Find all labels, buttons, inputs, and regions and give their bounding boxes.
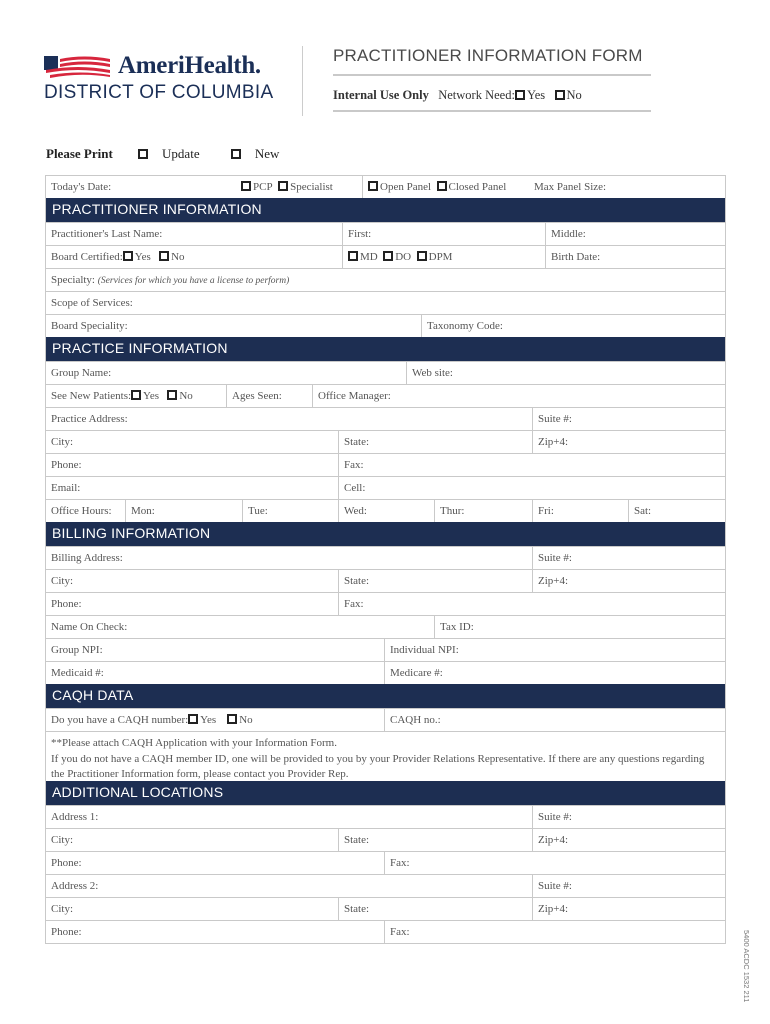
section-caqh: CAQH DATA [46, 684, 725, 708]
form-row-board-speciality [46, 314, 725, 337]
new-patients-no-checkbox[interactable] [167, 390, 177, 400]
region-name: DISTRICT OF COLUMBIA [44, 82, 274, 103]
form-row-address2 [46, 874, 725, 897]
network-no-checkbox[interactable] [555, 90, 565, 100]
scope-field[interactable]: Scope of Services: [51, 297, 133, 309]
billing-address-field[interactable]: Billing Address: [51, 552, 123, 564]
billing-zip-field[interactable]: Zip+4: [532, 570, 725, 592]
tax-id-field[interactable]: Tax ID: [434, 616, 725, 638]
practice-phone-field[interactable]: Phone: [51, 459, 82, 471]
website-field[interactable]: Web site: [406, 362, 725, 384]
billing-state-field[interactable]: State: [338, 570, 532, 592]
board-certified-label: Board Certified: [51, 251, 123, 263]
pcp-label: PCP [253, 181, 273, 193]
specialty-note: (Services for which you have a license to perform) [97, 276, 290, 286]
office-hours-label: Office Hours: [51, 505, 112, 517]
taxonomy-field[interactable]: Taxonomy Code: [421, 315, 725, 337]
internal-use-row [333, 88, 582, 103]
form-row-billing-phone [46, 592, 725, 615]
md-checkbox[interactable] [348, 251, 358, 261]
caqh-yes-label: Yes [200, 714, 217, 726]
do-checkbox[interactable] [383, 251, 393, 261]
caqh-question-group [46, 709, 384, 731]
address1-state-field[interactable]: State: [338, 829, 532, 851]
board-yes-label: Yes [134, 251, 151, 263]
board-certified-group [46, 246, 342, 268]
network-need-label: Network Need: [438, 88, 515, 102]
medicare-field[interactable]: Medicare #: [384, 662, 725, 684]
caqh-question-label: Do you have a CAQH number: [51, 714, 189, 726]
practice-zip-field[interactable]: Zip+4: [532, 431, 725, 453]
degree-group [342, 246, 545, 268]
form-row-address1-phone [46, 851, 725, 874]
address1-field[interactable]: Address 1: [51, 811, 99, 823]
form-grid [45, 175, 726, 944]
open-panel-checkbox[interactable] [368, 181, 378, 191]
board-no-label: No [171, 251, 185, 263]
new-patients-no-label: No [179, 390, 193, 402]
dpm-checkbox[interactable] [417, 251, 427, 261]
practice-address-field[interactable]: Practice Address: [51, 413, 128, 425]
medicaid-field[interactable]: Medicaid #: [51, 667, 104, 679]
todays-date-field[interactable]: Today's Date: [51, 181, 112, 193]
form-bottom-border [46, 943, 725, 944]
billing-fax-field[interactable]: Fax: [338, 593, 725, 615]
open-panel-label: Open Panel [380, 181, 432, 193]
new-label: New [254, 146, 280, 161]
form-row-check [46, 615, 725, 638]
form-row-top [46, 175, 725, 198]
board-yes-checkbox[interactable] [123, 251, 133, 261]
specialist-checkbox[interactable] [278, 181, 288, 191]
board-no-checkbox[interactable] [159, 251, 169, 261]
practice-state-field[interactable]: State: [338, 431, 532, 453]
address2-fax-field[interactable]: Fax: [384, 921, 725, 943]
hours-wed-field[interactable]: Wed: [338, 500, 434, 522]
print-row [46, 146, 307, 162]
panel-group [362, 176, 529, 198]
form-row-specialty [46, 268, 725, 291]
please-print-label: Please Print [46, 146, 113, 161]
address2-state-field[interactable]: State: [338, 898, 532, 920]
billing-city-field[interactable]: City: [51, 575, 74, 587]
hours-thur-field[interactable]: Thur: [434, 500, 532, 522]
group-name-field[interactable]: Group Name: [51, 367, 112, 379]
form-row-address2-phone [46, 920, 725, 943]
form-code: 5400 ACDC 1532 211 [742, 930, 751, 1003]
address2-zip-field[interactable]: Zip+4: [532, 898, 725, 920]
closed-panel-checkbox[interactable] [437, 181, 447, 191]
amerihealth-flag-logo [44, 56, 110, 78]
form-row-board [46, 245, 725, 268]
pcp-specialist-group [236, 176, 362, 198]
form-row-name [46, 222, 725, 245]
billing-phone-field[interactable]: Phone: [51, 598, 82, 610]
caqh-number-field[interactable]: CAQH no.: [384, 709, 725, 731]
form-row-address2-city [46, 897, 725, 920]
do-label: DO [395, 251, 412, 263]
form-row-billing-address [46, 546, 725, 569]
practice-fax-field[interactable]: Fax: [338, 454, 725, 476]
section-practice: PRACTICE INFORMATION [46, 337, 725, 361]
closed-panel-label: Closed Panel [448, 181, 507, 193]
network-no-label: No [566, 88, 582, 102]
address2-city-field[interactable]: City: [51, 903, 74, 915]
pcp-checkbox[interactable] [241, 181, 251, 191]
form-row-practice-phone [46, 453, 725, 476]
specialty-field[interactable]: Specialty: (Services for which you have a license to perform) [51, 274, 290, 286]
hours-fri-field[interactable]: Fri: [532, 500, 628, 522]
md-label: MD [360, 251, 378, 263]
address2-suite-field[interactable]: Suite #: [532, 875, 725, 897]
practice-cell-field[interactable]: Cell: [338, 477, 725, 499]
address1-fax-field[interactable]: Fax: [384, 852, 725, 874]
address2-phone-field[interactable]: Phone: [51, 926, 82, 938]
name-on-check-field[interactable]: Name On Check: [51, 621, 128, 633]
dpm-label: DPM [428, 251, 453, 263]
address2-field[interactable]: Address 2: [51, 880, 99, 892]
form-row-address1-city [46, 828, 725, 851]
internal-use-label: Internal Use Only [333, 88, 429, 102]
form-row-caqh [46, 708, 725, 731]
network-yes-label: Yes [526, 88, 546, 102]
form-row-npi [46, 638, 725, 661]
see-new-label: See New Patients: [51, 390, 132, 402]
new-patients-yes-label: Yes [143, 390, 160, 402]
practice-email-field[interactable]: Email: [51, 482, 81, 494]
first-name-field[interactable]: First: [342, 223, 545, 245]
new-checkbox[interactable] [231, 149, 241, 159]
form-row-medicaid [46, 661, 725, 684]
form-row-scope [46, 291, 725, 314]
address1-zip-field[interactable]: Zip+4: [532, 829, 725, 851]
brand-name: AmeriHealth. [118, 52, 261, 79]
middle-name-field[interactable]: Middle: [545, 223, 725, 245]
address1-city-field[interactable]: City: [51, 834, 74, 846]
internal-underline [333, 110, 651, 112]
section-practitioner: PRACTITIONER INFORMATION [46, 198, 725, 222]
caqh-yes-checkbox[interactable] [188, 714, 198, 724]
address1-suite-field[interactable]: Suite #: [532, 806, 725, 828]
section-additional: ADDITIONAL LOCATIONS [46, 781, 725, 805]
form-row-office-hours [46, 499, 725, 522]
form-title: PRACTITIONER INFORMATION FORM [333, 46, 643, 65]
hours-tue-field[interactable]: Tue: [242, 500, 338, 522]
form-row-new-patients [46, 384, 725, 407]
form-row-practice-city [46, 430, 725, 453]
form-row-group [46, 361, 725, 384]
office-manager-field[interactable]: Office Manager: [312, 385, 725, 407]
ages-seen-field[interactable]: Ages Seen: [226, 385, 312, 407]
new-patients-group [46, 385, 226, 407]
billing-suite-field[interactable]: Suite #: [532, 547, 725, 569]
birth-date-field[interactable]: Birth Date: [545, 246, 725, 268]
caqh-no-label: No [239, 714, 253, 726]
caqh-no-checkbox[interactable] [227, 714, 237, 724]
section-billing: BILLING INFORMATION [46, 522, 725, 546]
practice-city-field[interactable]: City: [51, 436, 74, 448]
practice-suite-field[interactable]: Suite #: [532, 408, 725, 430]
caqh-note-line2: If you do not have a CAQH member ID, one will be provided to you by your Provider Relations Representative. If there are any questions regarding the Practitioner Information form, please contact you Provider Rep. [51, 752, 705, 780]
network-yes-checkbox[interactable] [515, 90, 525, 100]
form-row-practice-address [46, 407, 725, 430]
form-row-practice-email [46, 476, 725, 499]
form-row-address1 [46, 805, 725, 828]
hours-sat-field[interactable]: Sat: [628, 500, 725, 522]
hours-mon-field[interactable]: Mon: [125, 500, 242, 522]
form-row-billing-city [46, 569, 725, 592]
group-npi-field[interactable]: Group NPI: [51, 644, 103, 656]
caqh-note-line1: **Please attach CAQH Application with your Information Form. [51, 737, 337, 749]
header-divider [302, 46, 303, 116]
max-panel-field[interactable]: Max Panel Size: [534, 181, 607, 193]
specialist-label: Specialist [290, 181, 333, 193]
new-patients-yes-checkbox[interactable] [131, 390, 141, 400]
title-underline [333, 74, 651, 76]
update-label: Update [162, 146, 200, 161]
board-speciality-field[interactable]: Board Speciality: [51, 320, 128, 332]
address1-phone-field[interactable]: Phone: [51, 857, 82, 869]
last-name-field[interactable]: Practitioner's Last Name: [51, 228, 163, 240]
individual-npi-field[interactable]: Individual NPI: [384, 639, 725, 661]
update-checkbox[interactable] [138, 149, 148, 159]
caqh-note [46, 731, 725, 781]
